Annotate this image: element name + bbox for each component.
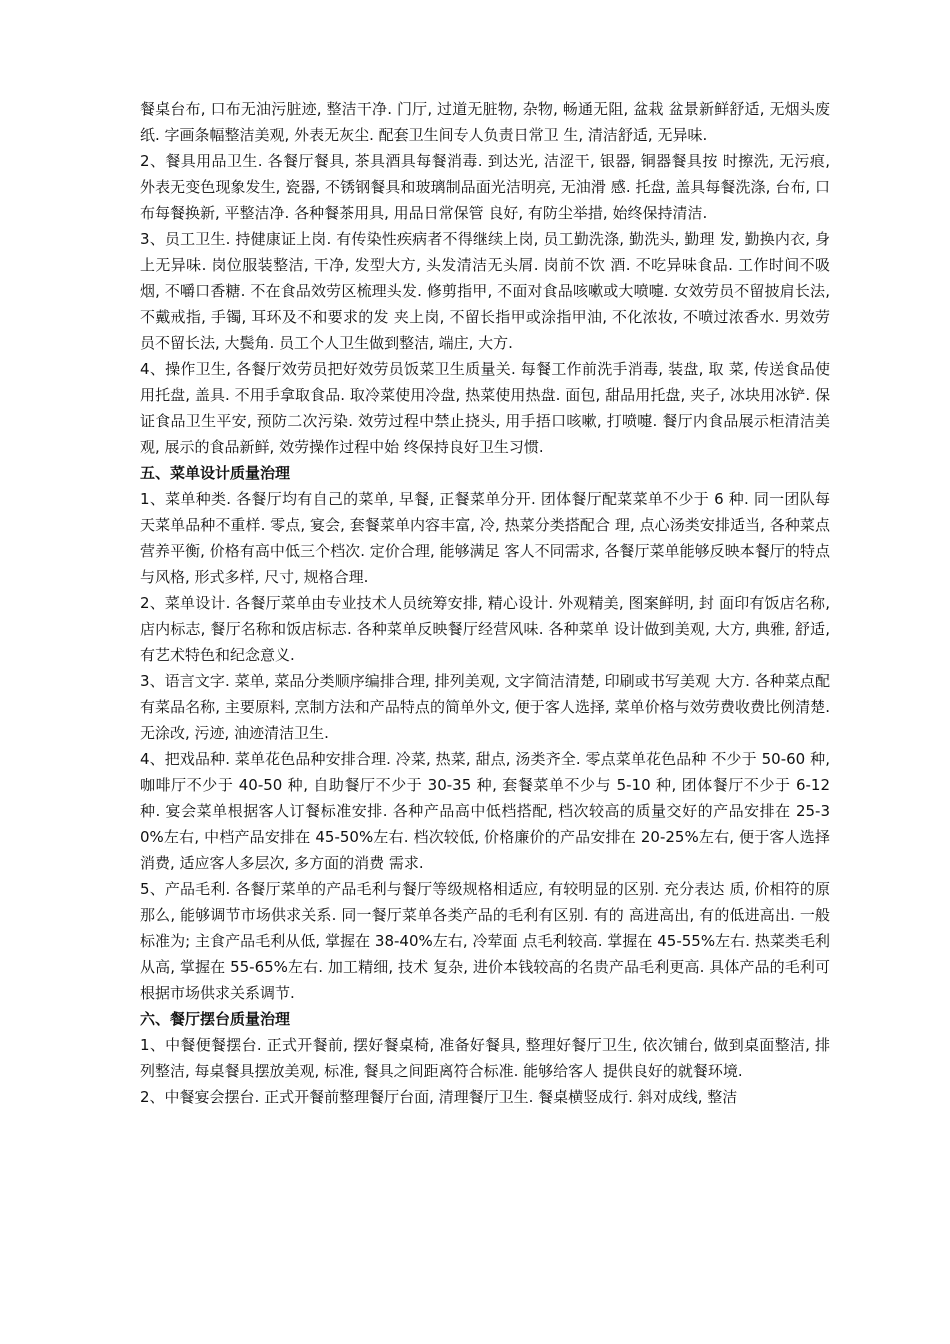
paragraph-dining-cleanliness: 餐桌台布, 口布无油污脏迹, 整洁干净. 门厅, 过道无脏物, 杂物, 畅通无阻, 盆栽 盆景新鲜舒适, 无烟头废纸. 字画条幅整洁美观, 外表无灰尘. 配套卫生间专人负责日常卫 生, 清洁舒适, 无异味.: [140, 100, 830, 144]
section-heading-table-setting: 六、餐厅摆台质量治理: [140, 1010, 291, 1028]
paragraph-product-margin: 5、产品毛利. 各餐厅菜单的产品毛利与餐厅等级规格相适应, 有较明显的区别. 充分表达 质, 价相符的原那么, 能够调节市场供求关系. 同一餐厅菜单各类产品的毛利有区别. 有的 高进高出, 有的低进高出. 一般标准为; 主食产品毛利从低, 掌握在 38-40%左右, 冷荤面 点毛利较高. 掌握在 45-55%左右. 热菜类毛利从高, 掌握在 55-65%左右. 加工精细, 技术 复杂, 进价本钱较高的名贵产品毛利更高. 具体产品的毛利可根据市场供求关系调节.: [140, 880, 830, 1002]
paragraph-chinese-banquet-setting: 2、中餐宴会摆台. 正式开餐前整理餐厅台面, 清理餐厅卫生. 餐桌横竖成行. 斜对成线, 整洁: [140, 1088, 738, 1106]
paragraph-menu-types: 1、菜单种类. 各餐厅均有自己的菜单, 早餐, 正餐菜单分开. 团体餐厅配菜菜单不少于 6 种. 同一团队每天菜单品种不重样. 零点, 宴会, 套餐菜单内容丰富, 冷, 热菜分类搭配合 理, 点心汤类安排适当, 各种菜点营养平衡, 价格有高中低三个档次. 定价合理, 能够满足 客人不同需求, 各餐厅菜单能够反映本餐厅的特点与风格, 形式多样, 尺寸, 规格合理.: [140, 490, 830, 586]
section-heading-menu-design: 五、菜单设计质量治理: [140, 464, 291, 482]
paragraph-menu-design: 2、菜单设计. 各餐厅菜单由专业技术人员统筹安排, 精心设计. 外观精美, 图案鲜明, 封 面印有饭店名称, 店内标志, 餐厅名称和饭店标志. 各种菜单反映餐厅经营风味. 各种菜单 设计做到美观, 大方, 典雅, 舒适, 有艺术特色和纪念意义.: [140, 594, 830, 664]
paragraph-menu-language: 3、语言文字. 菜单, 菜品分类顺序编排合理, 排列美观, 文字简洁清楚, 印刷或书写美观 大方. 各种菜点配有菜品名称, 主要原料, 烹制方法和产品特点的简单外文, 便于客人选择, 菜单价格与效劳费收费比例清楚. 无涂改, 污迹, 油迹清洁卫生.: [140, 672, 830, 742]
document-page: [140, 96, 830, 1110]
paragraph-operation-hygiene: 4、操作卫生, 各餐厅效劳员把好效劳员饭菜卫生质量关. 每餐工作前洗手消毒, 装盘, 取 菜, 传送食品使用托盘, 盖具. 不用手拿取食品. 取冷菜使用冷盘, 热菜使用热盘. 面包, 甜品用托盘, 夹子, 冰块用冰铲. 保证食品卫生平安, 预防二次污染. 效劳过程中禁止挠头, 用手捂口咳嗽, 打喷嚏. 餐厅内食品展示柜清洁美观, 展示的食品新鲜, 效劳操作过程中始 终保持良好卫生习惯.: [140, 360, 830, 456]
paragraph-menu-variety: 4、把戏品种. 菜单花色品种安排合理. 冷菜, 热菜, 甜点, 汤类齐全. 零点菜单花色品种 不少于 50-60 种, 咖啡厅不少于 40-50 种, 自助餐厅不少于 30-35 种, 套餐菜单不少与 5-10 种, 团体餐厅不少于 6-12 种. 宴会菜单根据客人订餐标准安排. 各种产品高中低档搭配, 档次较高的质量交好的产品安排在 25-30%左右, 中档产品安排在 45-50%左右. 档次较低, 价格廉价的产品安排在 20-25%左右, 便于客人选择消费, 适应客人多层次, 多方面的消费 需求.: [140, 750, 830, 872]
paragraph-staff-hygiene: 3、员工卫生. 持健康证上岗. 有传染性疾病者不得继续上岗, 员工勤洗涤, 勤洗头, 勤理 发, 勤换内衣, 身上无异味. 岗位服装整洁, 干净, 发型大方, 头发清洁无头屑. 岗前不饮 酒. 不吃异味食品. 工作时间不吸烟, 不嚼口香糖. 不在食品效劳区梳理头发. 修剪指甲, 不面对食品咳嗽或大喷嚏. 女效劳员不留披肩长法, 不戴戒指, 手镯, 耳环及不和要求的发 夹上岗, 不留长指甲或涂指甲油, 不化浓妆, 不喷过浓香水. 男效劳员不留长法, 大鬓角. 员工个人卫生做到整洁, 端庄, 大方.: [140, 230, 830, 352]
paragraph-tableware-hygiene: 2、餐具用品卫生. 各餐厅餐具, 茶具酒具每餐消毒. 到达光, 洁涩干, 银器, 铜器餐具按 时擦洗, 无污痕, 外表无变色现象发生, 瓷器, 不锈钢餐具和玻璃制品面光洁明亮, 无油滑 感. 托盘, 盖具每餐洗涤, 台布, 口布每餐换新, 平整洁净. 各种餐茶用具, 用品日常保管 良好, 有防尘举措, 始终保持清洁.: [140, 152, 830, 222]
paragraph-chinese-casual-setting: 1、中餐便餐摆台. 正式开餐前, 摆好餐桌椅, 准备好餐具, 整理好餐厅卫生, 依次铺台, 做到桌面整洁, 排列整洁, 每桌餐具摆放美观, 标准, 餐具之间距离符合标准. 能够给客人 提供良好的就餐环境.: [140, 1036, 830, 1080]
